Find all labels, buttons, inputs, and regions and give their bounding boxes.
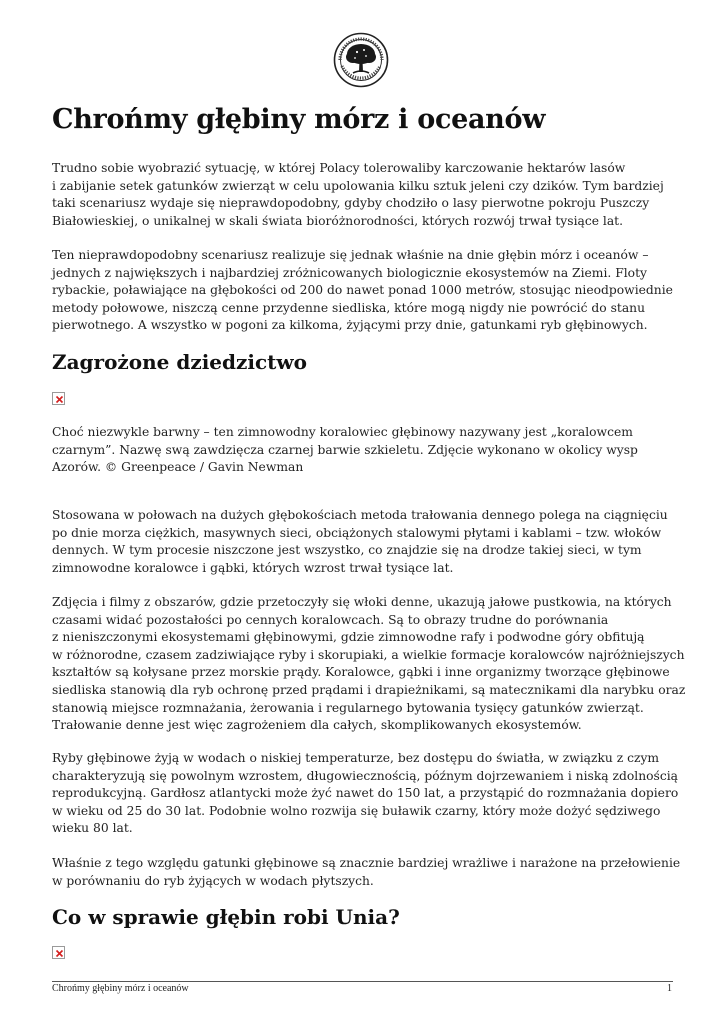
text-line: Ten nieprawdopodobny scenariusz realizuje się jednak właśnie na dnie głębin mórz i oceanów – [52,248,649,262]
broken-image-icon [52,946,65,959]
body-paragraph [52,750,679,838]
section-heading-zagrozone-dziedzictwo: Zagrożone dziedzictwo [52,350,307,374]
intro-paragraph [52,247,674,335]
page-number: 1 [667,983,672,994]
text-line: Choć niezwykle barwny – ten zimnowodny koralowiec głębinowy nazywany jest „koralowcem [52,425,633,439]
text-line: wieku 80 lat. [52,821,133,836]
text-line: czasami widać pozostałości po cennych koralowcach. Są to obrazy trudne do porównania [52,612,609,627]
text-line: i zabijanie setek gatunków zwierząt w celu upolowania kilku sztuk jeleni czy dzików. Tym bardziej [52,178,664,193]
page-title: Chrońmy głębiny mórz i oceanów [52,104,546,135]
text-line: w różnorodne, czasem zadziwiające ryby i skorupiaki, a wielkie formacje koralowców najróżniejszych [52,647,685,662]
text-line: jednych z największych i najbardziej zróżnicowanych biologicznie ekosystemów na Ziemi. Floty [52,265,647,280]
text-line: Stosowana w połowach na dużych głębokościach metoda trałowania dennego polega na ciągnięciu [52,508,668,522]
text-line: czarnym”. Nazwę swą zawdzięcza czarnej barwie szkieletu. Zdjęcie wykonano w okolicy wysp [52,442,638,457]
text-line: pierwotnego. A wszystko w pogoni za kilkoma, żyjącymi przy dnie, gatunkami ryb głębinowych. [52,318,648,333]
text-line: metody połowowe, niszczą cenne przydenne siedliska, które mogą nigdy nie powrócić do stanu [52,300,646,315]
body-paragraph [52,594,686,735]
text-line: stanowią miejsce rozmnażania, żerowania i regularnego bytowania tysięcy gatunków zwierząt. [52,700,644,715]
text-line: Właśnie z tego względu gatunki głębinowe są znacznie bardziej wrażliwe i narażone na przełowienie [52,856,681,870]
text-line: zimnowodne koralowce i gąbki, których wzrost trwał tysiące lat. [52,560,454,575]
text-line: Ryby głębinowe żyją w wodach o niskiej temperaturze, bez dostępu do światła, w związku z czym [52,751,660,765]
text-line: reprodukcyjną. Gardłosz atlantycki może żyć nawet do 150 lat, a przystąpić do rozmnażania dopiero [52,786,679,801]
footer-title: Chrońmy głębiny mórz i oceanów [52,983,189,994]
text-line: taki scenariusz wydaje się nieprawdopodobny, gdyby chodziło o lasy pierwotne pokroju Puszczy [52,196,650,211]
text-line: z nieniszczonymi ekosystemami głębinowymi, gdzie zimnowodne rafy i podwodne góry obfitują [52,630,645,645]
text-line: Trudno sobie wyobrazić sytuację, w której Polacy tolerowaliby karczowanie hektarów lasów [52,161,626,175]
text-line: Zdjęcia i filmy z obszarów, gdzie przetoczyły się włoki denne, ukazują jałowe pustkowia, na których [52,595,672,609]
image-caption [52,424,674,477]
body-paragraph [52,507,674,577]
text-line: po dnie morza ciężkich, masywnych sieci, obciążonych stalowymi płytami i kablami – tzw. włoków [52,525,662,540]
text-line: w wieku od 25 do 30 lat. Podobnie wolno rozwija się buławik czarny, który może dożyć sędziwego [52,803,661,818]
text-line: kształtów są kołysane przez morskie prądy. Koralowce, gąbki i inne organizmy tworzące głębinowe [52,665,670,680]
broken-image-icon [52,392,65,405]
text-line: Białowieskiej, o unikalnej w skali świata bioróżnorodności, których rozwój trwał tysiące lat. [52,213,624,228]
text-line: charakteryzują się powolnym wzrostem, długowiecznością, późnym dojrzewaniem i niską zdolnością [52,768,678,783]
text-line: w porównaniu do ryb żyjących w wodach płytszych. [52,873,374,888]
text-line: dennych. W tym procesie niszczone jest wszystko, co znajdzie się na drodze takiej sieci, w tym [52,543,642,558]
text-line: Azorów. © Greenpeace / Gavin Newman [52,460,304,475]
text-line: Trałowanie denne jest więc zagrożeniem dla całych, skomplikowanych ekosystemów. [52,718,582,733]
body-paragraph [52,855,681,890]
tree-seal-logo [333,32,389,88]
text-line: siedliska stanowią dla ryb ochronę przed prądami i drapieżnikami, są matecznikami dla narybku oraz [52,682,686,697]
text-line: rybackie, poławiające na głębokości od 200 do nawet ponad 1000 metrów, stosując nieodpowiednie [52,283,673,298]
section-heading-co-w-sprawie-glebin: Co w sprawie głębin robi Unia? [52,905,400,929]
footer-divider [52,981,673,982]
intro-paragraph [52,160,674,230]
